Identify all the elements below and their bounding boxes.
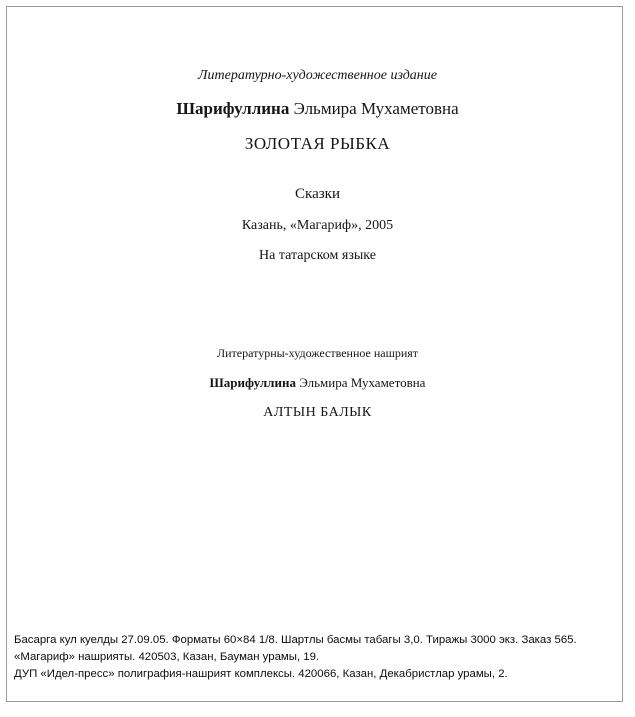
tatar-publication-genre: Литературны-художественное нашрият [216, 346, 419, 360]
tatar-author-surname: Шарифуллина [209, 375, 296, 390]
publisher-line: Казань, «Магариф», 2005 [241, 218, 394, 233]
book-title: ЗОЛОТАЯ РЫБКА [244, 134, 391, 153]
tatar-author-given-names: Эльмира Мухаметовна [295, 375, 426, 390]
imprint-line-print-details: Басарга кул куелды 27.09.05. Форматы 60×84 1/8. Шартлы басмы табагы 3,0. Тиражы 3000 экз. Заказ 565. [14, 634, 577, 646]
author-surname: Шарифуллина [176, 99, 290, 118]
book-subtitle: Сказки [295, 186, 340, 202]
publication-genre: Литературно-художественное издание [198, 68, 437, 83]
tatar-author-name [0, 375, 635, 391]
author-name [0, 99, 635, 119]
language-note: На татарском языке [259, 248, 376, 263]
imprint-block [14, 632, 614, 683]
author-given-names: Эльмира Мухаметовна [289, 99, 459, 118]
imprint-line-printer: ДУП «Идел-пресс» полиграфия-нашрият комплексы. 420066, Казан, Декабристлар урамы, 2. [14, 668, 508, 680]
tatar-book-title: АЛТЫН БАЛЫК [263, 405, 372, 420]
imprint-line-publisher: «Магариф» нашрияты. 420503, Казан, Бауман урамы, 19. [14, 651, 320, 663]
